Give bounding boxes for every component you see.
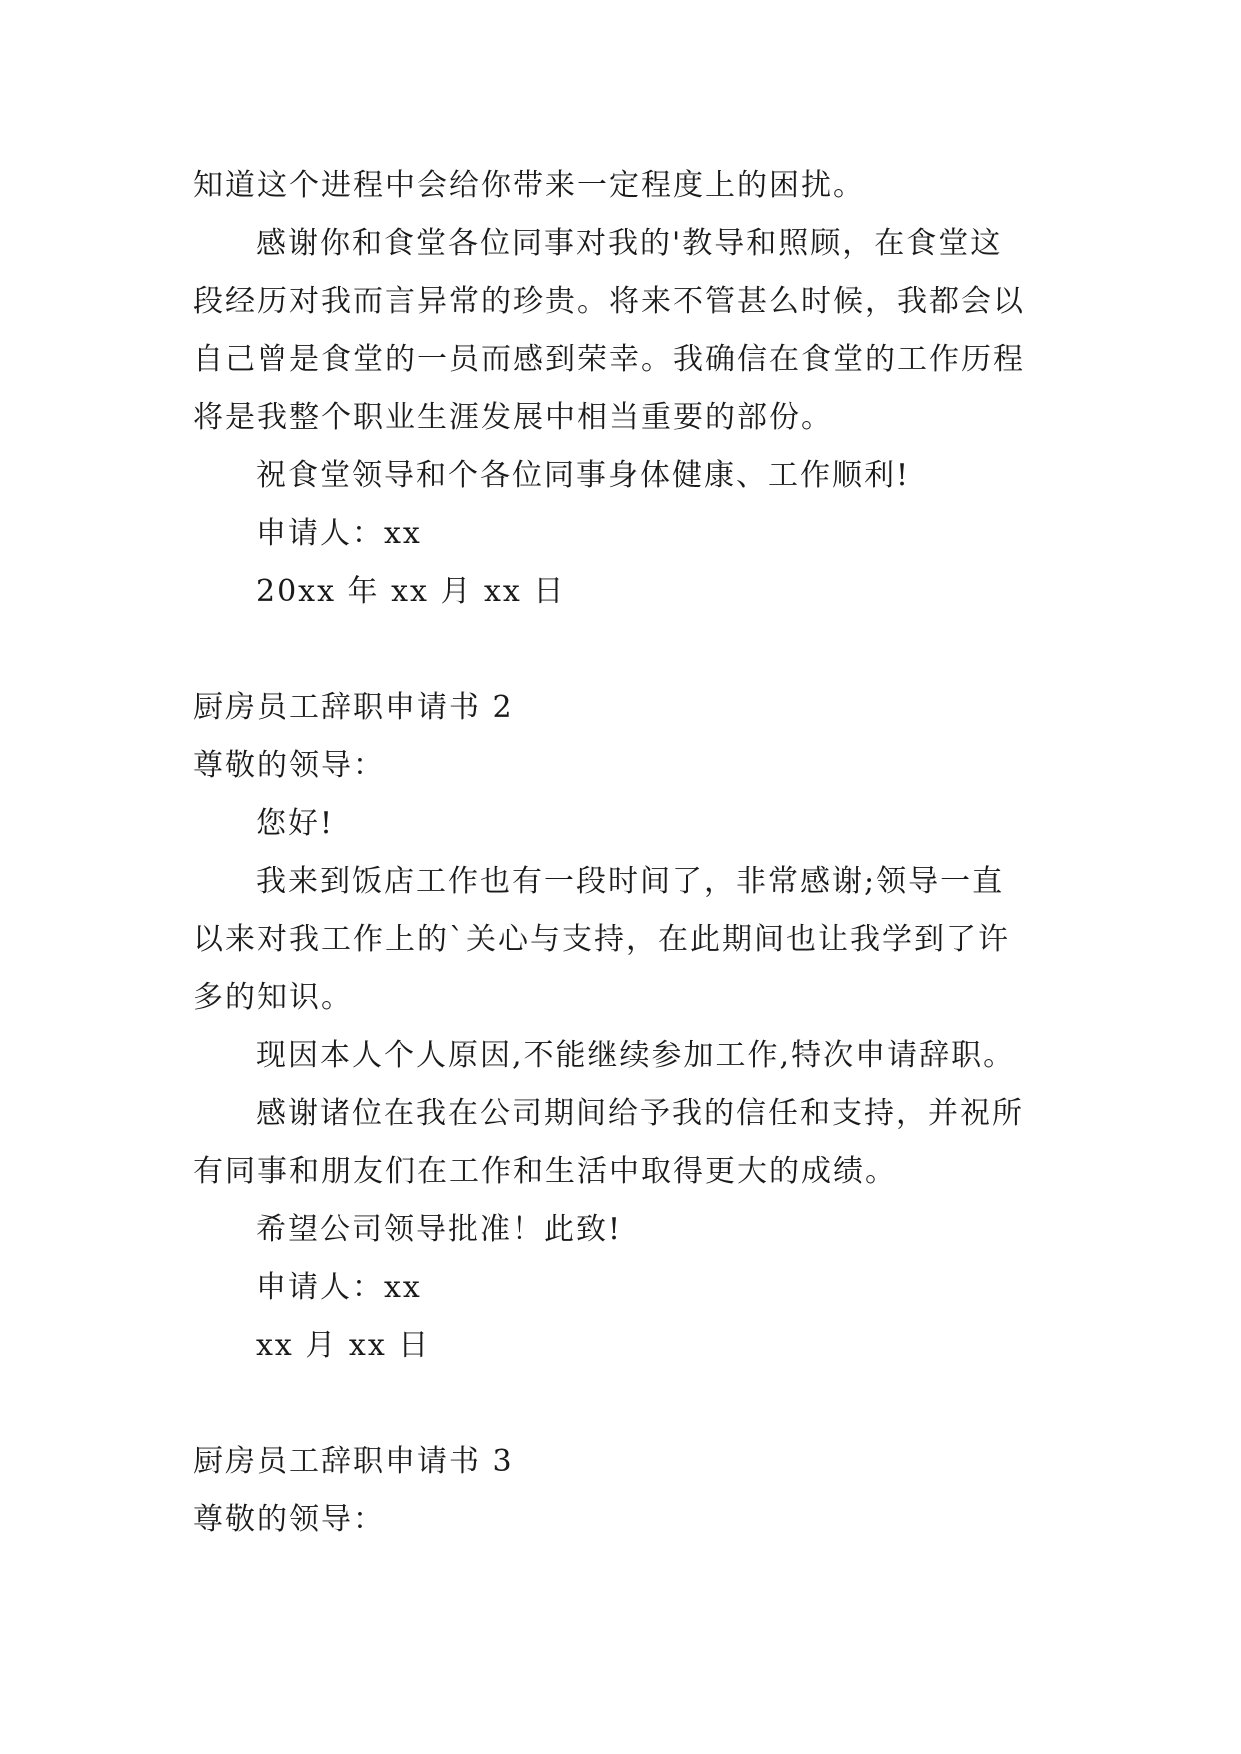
closing-line: 希望公司领导批准！此致! [256,1212,623,1247]
applicant-signature: 申请人：xx [256,1270,422,1305]
body-text-line: 段经历对我而言异常的珍贵。将来不管甚么时候，我都会以 [193,284,1025,319]
greeting: 您好! [256,806,335,841]
salutation: 尊敬的领导： [193,1502,385,1537]
closing-wish-line: 祝食堂领导和个各位同事身体健康、工作顺利! [256,458,911,493]
signature-date: xx 月 xx 日 [256,1328,431,1363]
body-text-line: 以来对我工作上的`关心与支持，在此期间也让我学到了许 [193,922,1010,957]
body-text-line: 有同事和朋友们在工作和生活中取得更大的成绩。 [193,1154,897,1189]
paragraph-start-line: 现因本人个人原因,不能继续参加工作,特次申请辞职。 [256,1038,1016,1073]
paragraph-start-line: 感谢你和食堂各位同事对我的'教导和照顾，在食堂这 [256,226,1003,261]
body-text-line: 多的知识。 [193,980,353,1015]
paragraph-start-line: 感谢诸位在我在公司期间给予我的信任和支持，并祝所 [256,1096,1024,1131]
paragraph-start-line: 我来到饭店工作也有一段时间了，非常感谢;领导一直 [256,864,1005,899]
section-heading: 厨房员工辞职申请书 2 [193,690,514,725]
section-heading: 厨房员工辞职申请书 3 [193,1444,514,1479]
body-text-line: 将是我整个职业生涯发展中相当重要的部份。 [193,400,833,435]
salutation: 尊敬的领导： [193,748,385,783]
body-text-line: 知道这个进程中会给你带来一定程度上的困扰。 [193,168,865,203]
signature-date: 20xx 年 xx 月 xx 日 [256,574,566,609]
body-text-line: 自己曾是食堂的一员而感到荣幸。我确信在食堂的工作历程 [193,342,1025,377]
applicant-signature: 申请人：xx [256,516,422,551]
